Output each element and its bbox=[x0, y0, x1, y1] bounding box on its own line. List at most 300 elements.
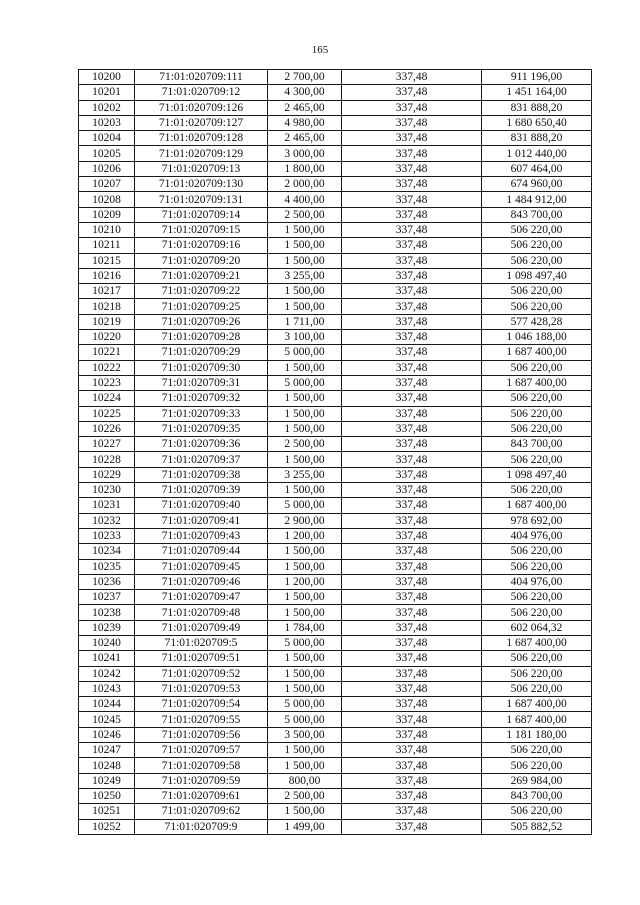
cadastral-number-cell: 71:01:020709:52 bbox=[135, 666, 268, 681]
rate-cell: 337,48 bbox=[342, 635, 482, 650]
area-cell: 2 500,00 bbox=[268, 437, 342, 452]
value-cell: 1 687 400,00 bbox=[482, 697, 592, 712]
value-cell: 506 220,00 bbox=[482, 299, 592, 314]
value-cell: 831 888,20 bbox=[482, 100, 592, 115]
area-cell: 1 500,00 bbox=[268, 605, 342, 620]
value-cell: 1 687 400,00 bbox=[482, 345, 592, 360]
cadastral-number-cell: 71:01:020709:22 bbox=[135, 284, 268, 299]
row-id-cell: 10200 bbox=[79, 70, 135, 85]
rate-cell: 337,48 bbox=[342, 360, 482, 375]
row-id-cell: 10220 bbox=[79, 330, 135, 345]
value-cell: 506 220,00 bbox=[482, 544, 592, 559]
table-row bbox=[79, 299, 592, 314]
area-cell: 3 255,00 bbox=[268, 268, 342, 283]
cadastral-number-cell: 71:01:020709:21 bbox=[135, 268, 268, 283]
value-cell: 269 984,00 bbox=[482, 773, 592, 788]
value-cell: 843 700,00 bbox=[482, 437, 592, 452]
cadastral-number-cell: 71:01:020709:25 bbox=[135, 299, 268, 314]
value-cell: 1 687 400,00 bbox=[482, 712, 592, 727]
value-cell: 1 046 188,00 bbox=[482, 330, 592, 345]
rate-cell: 337,48 bbox=[342, 161, 482, 176]
row-id-cell: 10249 bbox=[79, 773, 135, 788]
row-id-cell: 10243 bbox=[79, 681, 135, 696]
table-row bbox=[79, 391, 592, 406]
value-cell: 506 220,00 bbox=[482, 222, 592, 237]
rate-cell: 337,48 bbox=[342, 253, 482, 268]
rate-cell: 337,48 bbox=[342, 544, 482, 559]
row-id-cell: 10227 bbox=[79, 437, 135, 452]
row-id-cell: 10241 bbox=[79, 651, 135, 666]
area-cell: 1 500,00 bbox=[268, 804, 342, 819]
area-cell: 2 465,00 bbox=[268, 131, 342, 146]
rate-cell: 337,48 bbox=[342, 284, 482, 299]
cadastral-number-cell: 71:01:020709:130 bbox=[135, 177, 268, 192]
row-id-cell: 10245 bbox=[79, 712, 135, 727]
rate-cell: 337,48 bbox=[342, 590, 482, 605]
value-cell: 506 220,00 bbox=[482, 452, 592, 467]
row-id-cell: 10215 bbox=[79, 253, 135, 268]
cadastral-number-cell: 71:01:020709:57 bbox=[135, 743, 268, 758]
rate-cell: 337,48 bbox=[342, 574, 482, 589]
area-cell: 3 000,00 bbox=[268, 146, 342, 161]
cadastral-number-cell: 71:01:020709:51 bbox=[135, 651, 268, 666]
row-id-cell: 10237 bbox=[79, 590, 135, 605]
cadastral-number-cell: 71:01:020709:12 bbox=[135, 85, 268, 100]
table-row bbox=[79, 284, 592, 299]
area-cell: 5 000,00 bbox=[268, 375, 342, 390]
area-cell: 1 500,00 bbox=[268, 743, 342, 758]
area-cell: 1 499,00 bbox=[268, 819, 342, 834]
rate-cell: 337,48 bbox=[342, 452, 482, 467]
area-cell: 1 500,00 bbox=[268, 681, 342, 696]
rate-cell: 337,48 bbox=[342, 559, 482, 574]
value-cell: 506 220,00 bbox=[482, 391, 592, 406]
row-id-cell: 10251 bbox=[79, 804, 135, 819]
row-id-cell: 10246 bbox=[79, 727, 135, 742]
area-cell: 5 000,00 bbox=[268, 697, 342, 712]
cadastral-number-cell: 71:01:020709:9 bbox=[135, 819, 268, 834]
row-id-cell: 10210 bbox=[79, 222, 135, 237]
table-row bbox=[79, 268, 592, 283]
area-cell: 1 500,00 bbox=[268, 590, 342, 605]
rate-cell: 337,48 bbox=[342, 314, 482, 329]
table-row bbox=[79, 70, 592, 85]
value-cell: 506 220,00 bbox=[482, 804, 592, 819]
value-cell: 506 220,00 bbox=[482, 590, 592, 605]
row-id-cell: 10231 bbox=[79, 498, 135, 513]
row-id-cell: 10217 bbox=[79, 284, 135, 299]
rate-cell: 337,48 bbox=[342, 528, 482, 543]
cadastral-number-cell: 71:01:020709:129 bbox=[135, 146, 268, 161]
table-row bbox=[79, 635, 592, 650]
value-cell: 506 220,00 bbox=[482, 253, 592, 268]
rate-cell: 337,48 bbox=[342, 743, 482, 758]
rate-cell: 337,48 bbox=[342, 804, 482, 819]
cadastral-number-cell: 71:01:020709:128 bbox=[135, 131, 268, 146]
cadastral-number-cell: 71:01:020709:44 bbox=[135, 544, 268, 559]
cadastral-number-cell: 71:01:020709:38 bbox=[135, 467, 268, 482]
rate-cell: 337,48 bbox=[342, 222, 482, 237]
cadastral-number-cell: 71:01:020709:58 bbox=[135, 758, 268, 773]
row-id-cell: 10228 bbox=[79, 452, 135, 467]
row-id-cell: 10216 bbox=[79, 268, 135, 283]
cadastral-number-cell: 71:01:020709:37 bbox=[135, 452, 268, 467]
rate-cell: 337,48 bbox=[342, 773, 482, 788]
row-id-cell: 10232 bbox=[79, 513, 135, 528]
cadastral-number-cell: 71:01:020709:40 bbox=[135, 498, 268, 513]
value-cell: 506 220,00 bbox=[482, 605, 592, 620]
rate-cell: 337,48 bbox=[342, 268, 482, 283]
table-row bbox=[79, 146, 592, 161]
value-cell: 843 700,00 bbox=[482, 788, 592, 803]
rate-cell: 337,48 bbox=[342, 299, 482, 314]
rate-cell: 337,48 bbox=[342, 651, 482, 666]
rate-cell: 337,48 bbox=[342, 177, 482, 192]
cadastral-number-cell: 71:01:020709:30 bbox=[135, 360, 268, 375]
cadastral-number-cell: 71:01:020709:16 bbox=[135, 238, 268, 253]
row-id-cell: 10236 bbox=[79, 574, 135, 589]
rate-cell: 337,48 bbox=[342, 483, 482, 498]
value-cell: 1 098 497,40 bbox=[482, 268, 592, 283]
rate-cell: 337,48 bbox=[342, 605, 482, 620]
table-row bbox=[79, 574, 592, 589]
row-id-cell: 10209 bbox=[79, 207, 135, 222]
value-cell: 506 220,00 bbox=[482, 666, 592, 681]
value-cell: 506 220,00 bbox=[482, 681, 592, 696]
value-cell: 506 220,00 bbox=[482, 284, 592, 299]
area-cell: 1 500,00 bbox=[268, 758, 342, 773]
value-cell: 506 220,00 bbox=[482, 483, 592, 498]
area-cell: 1 500,00 bbox=[268, 483, 342, 498]
cadastral-number-cell: 71:01:020709:45 bbox=[135, 559, 268, 574]
cadastral-number-cell: 71:01:020709:20 bbox=[135, 253, 268, 268]
rate-cell: 337,48 bbox=[342, 697, 482, 712]
area-cell: 5 000,00 bbox=[268, 498, 342, 513]
table-row bbox=[79, 590, 592, 605]
table-row bbox=[79, 406, 592, 421]
row-id-cell: 10222 bbox=[79, 360, 135, 375]
rate-cell: 337,48 bbox=[342, 192, 482, 207]
value-cell: 506 220,00 bbox=[482, 758, 592, 773]
cadastral-number-cell: 71:01:020709:59 bbox=[135, 773, 268, 788]
table-row bbox=[79, 498, 592, 513]
area-cell: 1 500,00 bbox=[268, 666, 342, 681]
value-cell: 831 888,20 bbox=[482, 131, 592, 146]
cadastral-number-cell: 71:01:020709:54 bbox=[135, 697, 268, 712]
page-number: 165 bbox=[311, 44, 329, 56]
table-row bbox=[79, 467, 592, 482]
table-row bbox=[79, 222, 592, 237]
cadastral-number-cell: 71:01:020709:15 bbox=[135, 222, 268, 237]
table-row bbox=[79, 513, 592, 528]
table-row bbox=[79, 559, 592, 574]
cadastral-number-cell: 71:01:020709:43 bbox=[135, 528, 268, 543]
rate-cell: 337,48 bbox=[342, 421, 482, 436]
table-row bbox=[79, 177, 592, 192]
value-cell: 1 451 164,00 bbox=[482, 85, 592, 100]
area-cell: 1 500,00 bbox=[268, 544, 342, 559]
cadastral-number-cell: 71:01:020709:49 bbox=[135, 620, 268, 635]
row-id-cell: 10248 bbox=[79, 758, 135, 773]
cadastral-number-cell: 71:01:020709:53 bbox=[135, 681, 268, 696]
table-row bbox=[79, 666, 592, 681]
cadastral-number-cell: 71:01:020709:56 bbox=[135, 727, 268, 742]
cadastral-number-cell: 71:01:020709:31 bbox=[135, 375, 268, 390]
table-row bbox=[79, 620, 592, 635]
area-cell: 3 255,00 bbox=[268, 467, 342, 482]
table-row bbox=[79, 483, 592, 498]
cadastral-number-cell: 71:01:020709:5 bbox=[135, 635, 268, 650]
table-row bbox=[79, 314, 592, 329]
cadastral-number-cell: 71:01:020709:131 bbox=[135, 192, 268, 207]
table-row bbox=[79, 788, 592, 803]
value-cell: 506 220,00 bbox=[482, 743, 592, 758]
cadastral-number-cell: 71:01:020709:14 bbox=[135, 207, 268, 222]
value-cell: 1 687 400,00 bbox=[482, 498, 592, 513]
table-row bbox=[79, 681, 592, 696]
rate-cell: 337,48 bbox=[342, 498, 482, 513]
rate-cell: 337,48 bbox=[342, 620, 482, 635]
row-id-cell: 10201 bbox=[79, 85, 135, 100]
area-cell: 1 784,00 bbox=[268, 620, 342, 635]
value-cell: 1 687 400,00 bbox=[482, 375, 592, 390]
rate-cell: 337,48 bbox=[342, 238, 482, 253]
cadastral-number-cell: 71:01:020709:39 bbox=[135, 483, 268, 498]
table-row bbox=[79, 207, 592, 222]
row-id-cell: 10205 bbox=[79, 146, 135, 161]
area-cell: 4 980,00 bbox=[268, 115, 342, 130]
area-cell: 2 500,00 bbox=[268, 207, 342, 222]
cadastral-number-cell: 71:01:020709:126 bbox=[135, 100, 268, 115]
row-id-cell: 10219 bbox=[79, 314, 135, 329]
value-cell: 1 680 650,40 bbox=[482, 115, 592, 130]
rate-cell: 337,48 bbox=[342, 712, 482, 727]
row-id-cell: 10225 bbox=[79, 406, 135, 421]
rate-cell: 337,48 bbox=[342, 131, 482, 146]
value-cell: 1 484 912,00 bbox=[482, 192, 592, 207]
table-row bbox=[79, 819, 592, 834]
rate-cell: 337,48 bbox=[342, 207, 482, 222]
row-id-cell: 10240 bbox=[79, 635, 135, 650]
area-cell: 5 000,00 bbox=[268, 712, 342, 727]
rate-cell: 337,48 bbox=[342, 330, 482, 345]
area-cell: 2 900,00 bbox=[268, 513, 342, 528]
value-cell: 978 692,00 bbox=[482, 513, 592, 528]
row-id-cell: 10234 bbox=[79, 544, 135, 559]
area-cell: 1 500,00 bbox=[268, 391, 342, 406]
row-id-cell: 10229 bbox=[79, 467, 135, 482]
value-cell: 506 220,00 bbox=[482, 360, 592, 375]
table-row bbox=[79, 712, 592, 727]
row-id-cell: 10221 bbox=[79, 345, 135, 360]
rate-cell: 337,48 bbox=[342, 100, 482, 115]
rate-cell: 337,48 bbox=[342, 391, 482, 406]
value-cell: 506 220,00 bbox=[482, 421, 592, 436]
area-cell: 4 300,00 bbox=[268, 85, 342, 100]
row-id-cell: 10206 bbox=[79, 161, 135, 176]
value-cell: 843 700,00 bbox=[482, 207, 592, 222]
row-id-cell: 10204 bbox=[79, 131, 135, 146]
area-cell: 1 500,00 bbox=[268, 421, 342, 436]
area-cell: 4 400,00 bbox=[268, 192, 342, 207]
area-cell: 1 500,00 bbox=[268, 406, 342, 421]
rate-cell: 337,48 bbox=[342, 85, 482, 100]
table-row bbox=[79, 804, 592, 819]
row-id-cell: 10252 bbox=[79, 819, 135, 834]
area-cell: 1 500,00 bbox=[268, 222, 342, 237]
row-id-cell: 10242 bbox=[79, 666, 135, 681]
cadastral-number-cell: 71:01:020709:26 bbox=[135, 314, 268, 329]
area-cell: 1 500,00 bbox=[268, 299, 342, 314]
rate-cell: 337,48 bbox=[342, 681, 482, 696]
table-row bbox=[79, 192, 592, 207]
area-cell: 2 500,00 bbox=[268, 788, 342, 803]
value-cell: 1 012 440,00 bbox=[482, 146, 592, 161]
table-row bbox=[79, 375, 592, 390]
table-row bbox=[79, 651, 592, 666]
row-id-cell: 10211 bbox=[79, 238, 135, 253]
value-cell: 506 220,00 bbox=[482, 651, 592, 666]
value-cell: 602 064,32 bbox=[482, 620, 592, 635]
row-id-cell: 10244 bbox=[79, 697, 135, 712]
cadastral-number-cell: 71:01:020709:127 bbox=[135, 115, 268, 130]
area-cell: 5 000,00 bbox=[268, 635, 342, 650]
row-id-cell: 10207 bbox=[79, 177, 135, 192]
table-row bbox=[79, 528, 592, 543]
cadastral-number-cell: 71:01:020709:62 bbox=[135, 804, 268, 819]
rate-cell: 337,48 bbox=[342, 758, 482, 773]
area-cell: 800,00 bbox=[268, 773, 342, 788]
value-cell: 506 220,00 bbox=[482, 238, 592, 253]
area-cell: 1 200,00 bbox=[268, 574, 342, 589]
table-row bbox=[79, 360, 592, 375]
rate-cell: 337,48 bbox=[342, 146, 482, 161]
rate-cell: 337,48 bbox=[342, 819, 482, 834]
table-row bbox=[79, 131, 592, 146]
area-cell: 1 711,00 bbox=[268, 314, 342, 329]
rate-cell: 337,48 bbox=[342, 437, 482, 452]
area-cell: 5 000,00 bbox=[268, 345, 342, 360]
rate-cell: 337,48 bbox=[342, 788, 482, 803]
row-id-cell: 10226 bbox=[79, 421, 135, 436]
area-cell: 1 500,00 bbox=[268, 559, 342, 574]
area-cell: 1 500,00 bbox=[268, 452, 342, 467]
value-cell: 911 196,00 bbox=[482, 70, 592, 85]
cadastral-number-cell: 71:01:020709:41 bbox=[135, 513, 268, 528]
area-cell: 1 500,00 bbox=[268, 360, 342, 375]
rate-cell: 337,48 bbox=[342, 115, 482, 130]
value-cell: 404 976,00 bbox=[482, 528, 592, 543]
value-cell: 1 098 497,40 bbox=[482, 467, 592, 482]
row-id-cell: 10230 bbox=[79, 483, 135, 498]
cadastral-number-cell: 71:01:020709:48 bbox=[135, 605, 268, 620]
cadastral-number-cell: 71:01:020709:47 bbox=[135, 590, 268, 605]
rate-cell: 337,48 bbox=[342, 727, 482, 742]
area-cell: 1 200,00 bbox=[268, 528, 342, 543]
value-cell: 505 882,52 bbox=[482, 819, 592, 834]
area-cell: 1 500,00 bbox=[268, 284, 342, 299]
cadastral-number-cell: 71:01:020709:35 bbox=[135, 421, 268, 436]
row-id-cell: 10233 bbox=[79, 528, 135, 543]
value-cell: 674 960,00 bbox=[482, 177, 592, 192]
area-cell: 2 700,00 bbox=[268, 70, 342, 85]
table-row bbox=[79, 100, 592, 115]
area-cell: 3 500,00 bbox=[268, 727, 342, 742]
area-cell: 2 465,00 bbox=[268, 100, 342, 115]
row-id-cell: 10250 bbox=[79, 788, 135, 803]
row-id-cell: 10203 bbox=[79, 115, 135, 130]
row-id-cell: 10208 bbox=[79, 192, 135, 207]
table-row bbox=[79, 727, 592, 742]
table-row bbox=[79, 544, 592, 559]
table-row bbox=[79, 605, 592, 620]
table-row bbox=[79, 421, 592, 436]
cadastral-number-cell: 71:01:020709:28 bbox=[135, 330, 268, 345]
rate-cell: 337,48 bbox=[342, 70, 482, 85]
area-cell: 1 500,00 bbox=[268, 238, 342, 253]
table-row bbox=[79, 437, 592, 452]
table-row bbox=[79, 758, 592, 773]
row-id-cell: 10202 bbox=[79, 100, 135, 115]
cadastral-value-table bbox=[78, 69, 592, 835]
value-cell: 1 687 400,00 bbox=[482, 635, 592, 650]
rate-cell: 337,48 bbox=[342, 375, 482, 390]
cadastral-number-cell: 71:01:020709:13 bbox=[135, 161, 268, 176]
row-id-cell: 10223 bbox=[79, 375, 135, 390]
area-cell: 1 500,00 bbox=[268, 253, 342, 268]
value-cell: 577 428,28 bbox=[482, 314, 592, 329]
cadastral-number-cell: 71:01:020709:33 bbox=[135, 406, 268, 421]
table-row bbox=[79, 161, 592, 176]
area-cell: 1 800,00 bbox=[268, 161, 342, 176]
table-body bbox=[79, 70, 592, 835]
rate-cell: 337,48 bbox=[342, 666, 482, 681]
cadastral-number-cell: 71:01:020709:55 bbox=[135, 712, 268, 727]
area-cell: 2 000,00 bbox=[268, 177, 342, 192]
table-row bbox=[79, 345, 592, 360]
row-id-cell: 10235 bbox=[79, 559, 135, 574]
table-row bbox=[79, 773, 592, 788]
rate-cell: 337,48 bbox=[342, 345, 482, 360]
rate-cell: 337,48 bbox=[342, 513, 482, 528]
area-cell: 1 500,00 bbox=[268, 651, 342, 666]
table-row bbox=[79, 743, 592, 758]
table-row bbox=[79, 115, 592, 130]
table-row bbox=[79, 452, 592, 467]
cadastral-number-cell: 71:01:020709:61 bbox=[135, 788, 268, 803]
cadastral-number-cell: 71:01:020709:46 bbox=[135, 574, 268, 589]
cadastral-number-cell: 71:01:020709:36 bbox=[135, 437, 268, 452]
cadastral-number-cell: 71:01:020709:32 bbox=[135, 391, 268, 406]
table-row bbox=[79, 238, 592, 253]
area-cell: 3 100,00 bbox=[268, 330, 342, 345]
row-id-cell: 10239 bbox=[79, 620, 135, 635]
value-cell: 607 464,00 bbox=[482, 161, 592, 176]
table-row bbox=[79, 85, 592, 100]
value-cell: 506 220,00 bbox=[482, 559, 592, 574]
cadastral-number-cell: 71:01:020709:29 bbox=[135, 345, 268, 360]
value-cell: 506 220,00 bbox=[482, 406, 592, 421]
rate-cell: 337,48 bbox=[342, 406, 482, 421]
value-cell: 404 976,00 bbox=[482, 574, 592, 589]
row-id-cell: 10224 bbox=[79, 391, 135, 406]
row-id-cell: 10247 bbox=[79, 743, 135, 758]
cadastral-number-cell: 71:01:020709:111 bbox=[135, 70, 268, 85]
table-row bbox=[79, 330, 592, 345]
rate-cell: 337,48 bbox=[342, 467, 482, 482]
value-cell: 1 181 180,00 bbox=[482, 727, 592, 742]
row-id-cell: 10238 bbox=[79, 605, 135, 620]
